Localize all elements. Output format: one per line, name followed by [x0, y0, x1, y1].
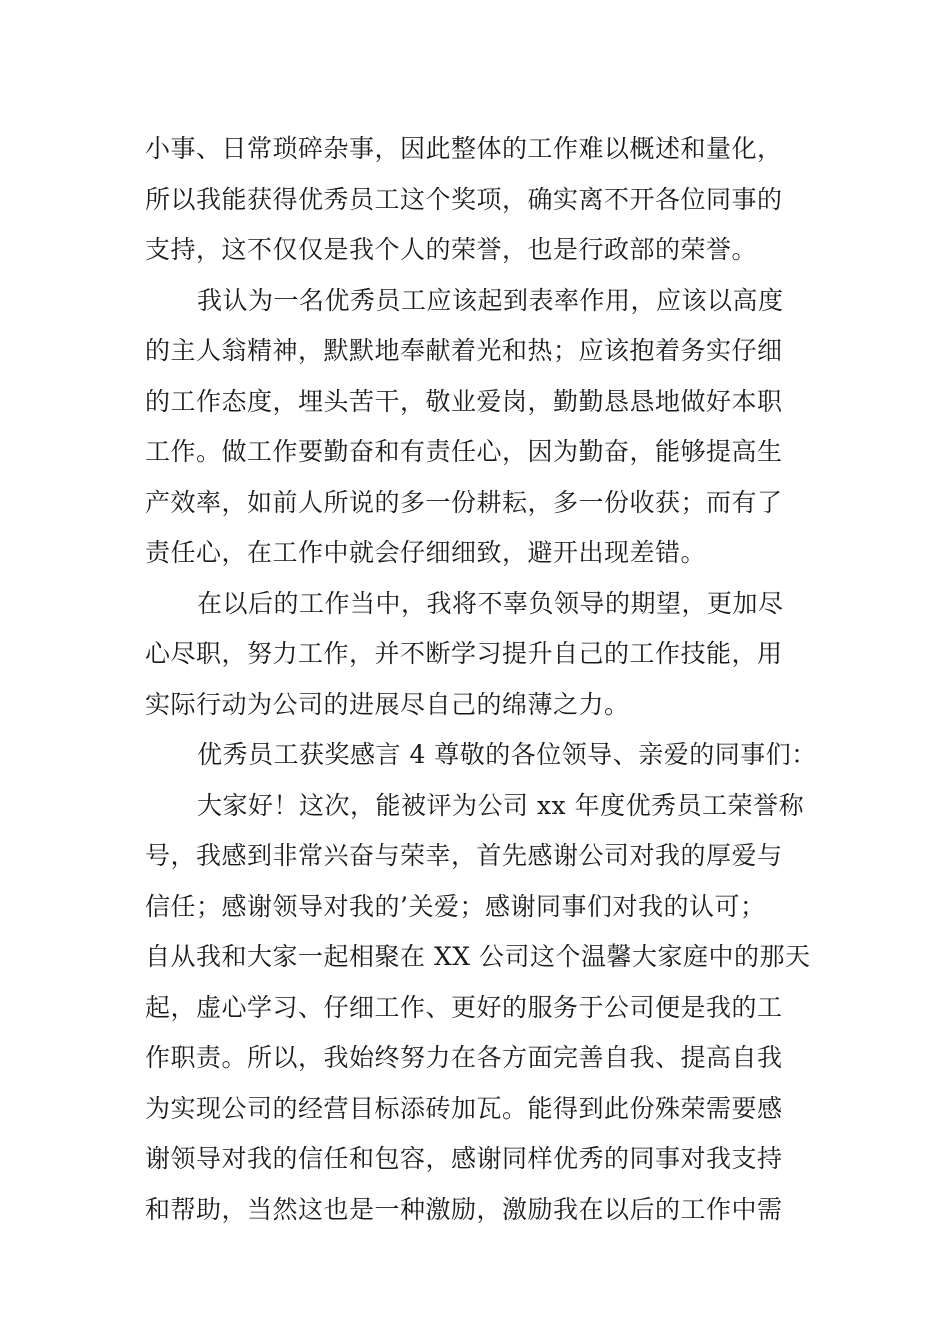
- text-line: 在以后的工作当中，我将不辜负领导的期望，更加尽: [197, 588, 784, 618]
- text-line: 实际行动为公司的进展尽自己的绵薄之力。: [145, 689, 630, 719]
- text-line: 的主人翁精神，默默地奉献着光和热；应该抱着务实仔细: [145, 336, 783, 365]
- text-line: 产效率，如前人所说的多一份耕耘，多一份收获；而有了: [145, 487, 783, 517]
- text-line: 支持，这不仅仅是我个人的荣誉，也是行政部的荣誉。: [145, 235, 758, 264]
- text-line: 谢领导对我的信任和包容，感谢同样优秀的同事对我支持: [145, 1144, 783, 1173]
- text-line: 为实现公司的经营目标添砖加瓦。能得到此份殊荣需要感: [145, 1093, 783, 1123]
- text-line: 自从我和大家一起相聚在 XX 公司这个温馨大家庭中的那天: [145, 942, 811, 971]
- document-body: [145, 124, 817, 1235]
- text-line: 和帮助，当然这也是一种激励，激励我在以后的工作中需: [145, 1194, 783, 1224]
- text-line: 的工作态度，埋头苦干，敬业爱岗，勤勤恳恳地做好本职: [145, 386, 783, 416]
- text-line: 号，我感到非常兴奋与荣幸，首先感谢公司对我的厚爱与: [145, 841, 783, 870]
- paragraph-4-heading: [145, 730, 817, 781]
- text-line: 起，虚心学习、仔细工作、更好的服务于公司便是我的工: [145, 992, 783, 1022]
- text-line: 责任心，在工作中就会仔细细致，避开出现差错。: [145, 538, 707, 567]
- paragraph-1: [145, 124, 810, 276]
- text-line: 我认为一名优秀员工应该起到表率作用，应该以高度: [197, 285, 784, 315]
- text-line: 信任；感谢领导对我的’关爱；感谢同事们对我的认可；: [145, 891, 766, 921]
- text-line: 工作。做工作要勤奋和有责任心，因为勤奋，能够提高生: [145, 437, 783, 466]
- paragraph-3: [145, 579, 810, 731]
- paragraph-5: [145, 781, 810, 1236]
- text-line: 优秀员工获奖感言 4 尊敬的各位领导、亲爱的同事们：: [197, 740, 817, 769]
- text-line: 大家好！这次，能被评为公司 xx 年度优秀员工荣誉称: [197, 790, 805, 820]
- text-line: 小事、日常琐碎杂事，因此整体的工作难以概述和量化，: [145, 134, 783, 163]
- text-line: 心尽职，努力工作，并不断学习提升自己的工作技能，用: [145, 639, 783, 668]
- text-line: 作职责。所以，我始终努力在各方面完善自我、提高自我: [145, 1043, 783, 1072]
- paragraph-2: [145, 276, 810, 579]
- text-line: 所以我能获得优秀员工这个奖项，确实离不开各位同事的: [145, 184, 783, 214]
